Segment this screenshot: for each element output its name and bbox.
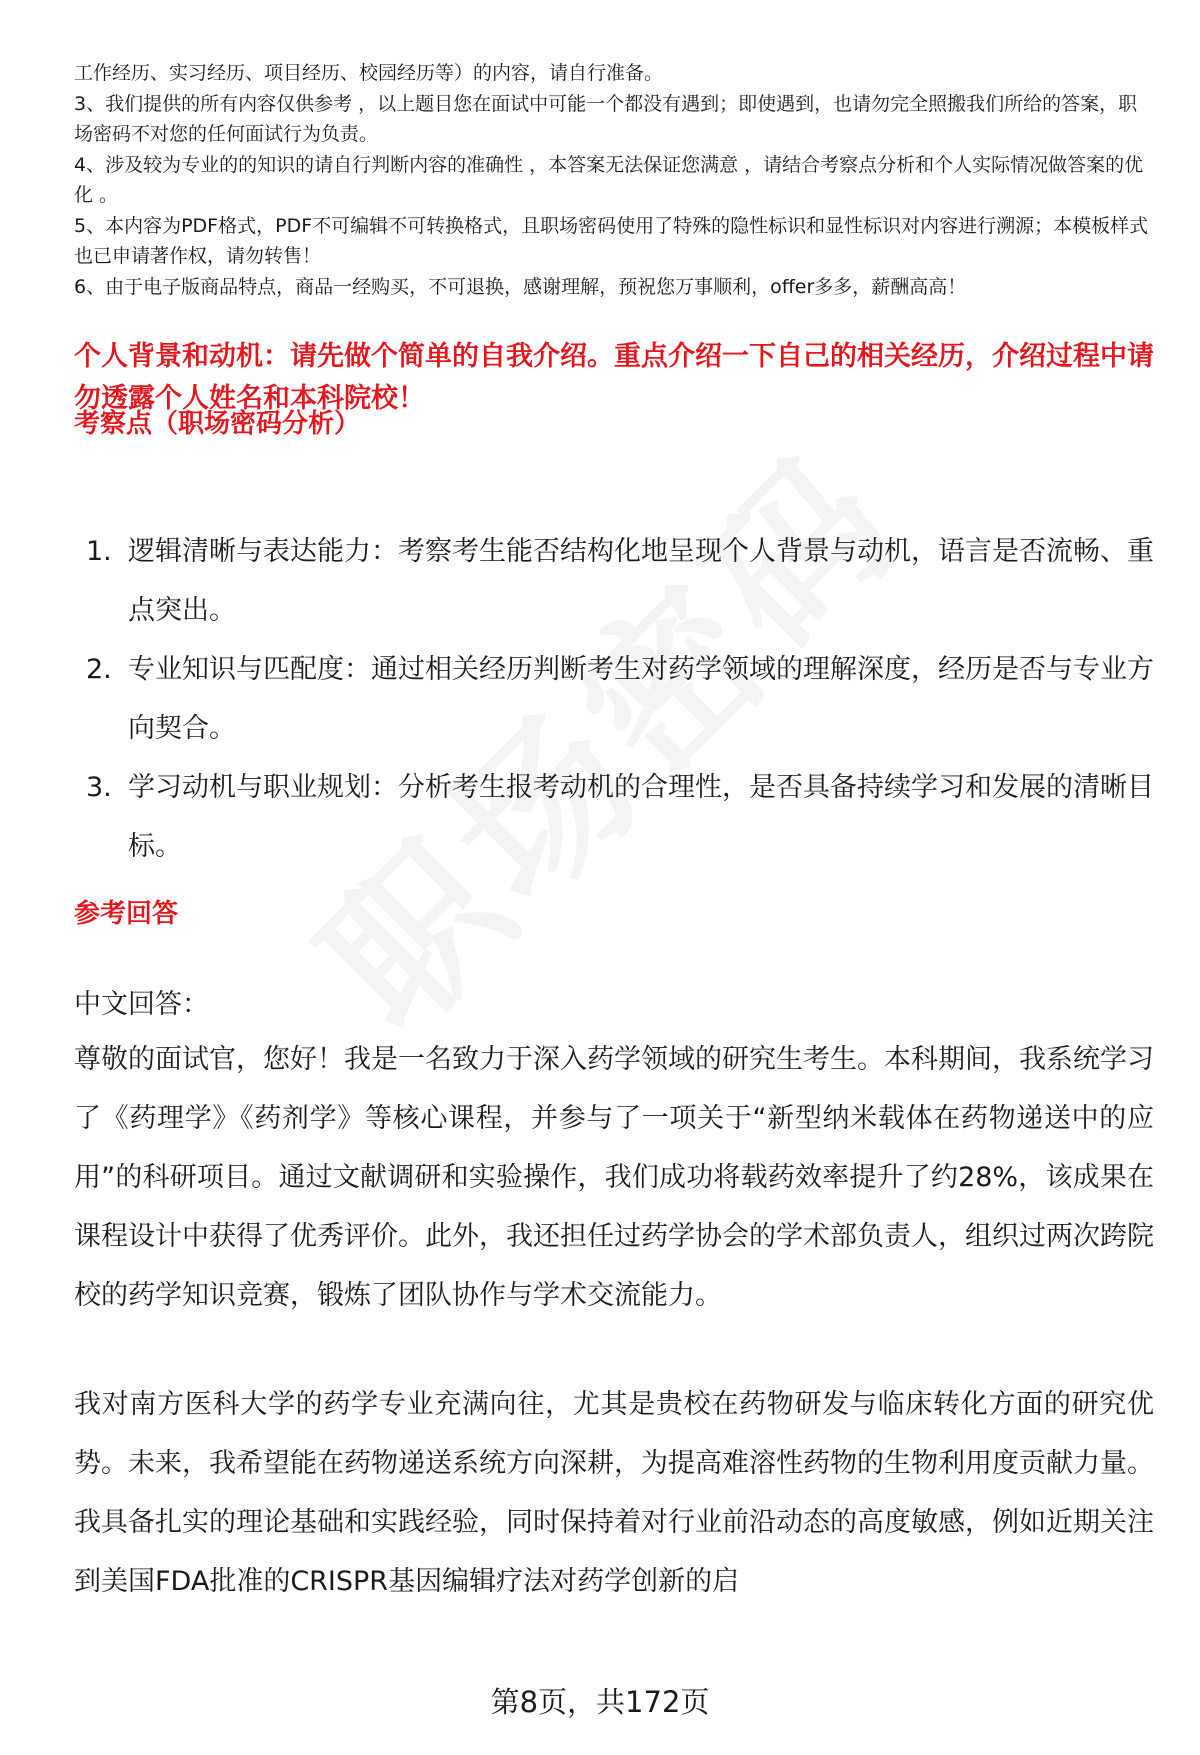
point-number: 1. xyxy=(86,536,112,567)
note-line: 4、涉及较为专业的的知识的请自行判断内容的准确性 ，本答案无法保证您满意 ，请结合考察点分析和个人实际情况做答案的优化 。 xyxy=(74,153,1144,206)
analysis-points xyxy=(74,522,1154,876)
point-text: 逻辑清晰与表达能力：考察考生能否结构化地呈现个人背景与动机，语言是否流畅、重点突出。 xyxy=(128,536,1154,626)
analysis-point xyxy=(74,640,1154,758)
analysis-point xyxy=(74,758,1154,876)
analysis-title: 考察点（职场密码分析） xyxy=(74,409,361,439)
note-line: 3、我们提供的所有内容仅供参考 ，以上题目您在面试中可能一个都没有遇到；即使遇到，也请勿完全照搬我们所给的答案，职场密码不对您的任何面试行为负责。 xyxy=(74,92,1138,145)
page-footer: 第8页，共172页 xyxy=(490,1685,710,1719)
answer-label: 中文回答： xyxy=(74,989,209,1020)
point-text: 学习动机与职业规划：分析考生报考动机的合理性，是否具备持续学习和发展的清晰目标。 xyxy=(128,772,1154,862)
point-text: 专业知识与匹配度：通过相关经历判断考生对药学领域的理解深度，经历是否与专业方向契合。 xyxy=(128,654,1154,744)
question-heading: 个人背景和动机：请先做个简单的自我介绍。重点介绍一下自己的相关经历，介绍过程中请勿透露个人姓名和本科院校！ xyxy=(74,341,1154,414)
reference-title: 参考回答 xyxy=(74,899,179,929)
note-line: 5、本内容为PDF格式，PDF不可编辑不可转换格式，且职场密码使用了特殊的隐性标识和显性标识对内容进行溯源；本模板样式也已申请著作权，请勿转售！ xyxy=(74,214,1149,267)
note-line: 6、由于电子版商品特点，商品一经购买，不可退换，感谢理解，预祝您万事顺利，offer多多，薪酬高高！ xyxy=(74,275,967,298)
analysis-point xyxy=(74,522,1154,640)
note-line: 工作经历、实习经历、项目经历、校园经历等）的内容，请自行准备。 xyxy=(74,62,664,84)
point-number: 3. xyxy=(86,772,112,803)
answer-paragraph-1: 尊敬的面试官，您好！我是一名致力于深入药学领域的研究生考生。本科期间，我系统学习了《药理学》《药剂学》等核心课程，并参与了一项关于“新型纳米载体在药物递送中的应用”的科研项目。通过文献调研和实验操作，我们成功将载药效率提升了约28%，该成果在课程设计中获得了优秀评价。此外，我还担任过药学协会的学术部负责人，组织过两次跨院校的药学知识竞赛，锻炼了团队协作与学术交流能力。 xyxy=(74,1044,1154,1311)
notes-section xyxy=(74,58,1154,302)
point-number: 2. xyxy=(86,654,112,685)
answer-paragraph-2: 我对南方医科大学的药学专业充满向往，尤其是贵校在药物研发与临床转化方面的研究优势。未来，我希望能在药物递送系统方向深耕，为提高难溶性药物的生物利用度贡献力量。我具备扎实的理论基础和实践经验，同时保持着对行业前沿动态的高度敏感，例如近期关注到美国FDA批准的CRISPR基因编辑疗法对药学创新的启 xyxy=(74,1389,1154,1597)
